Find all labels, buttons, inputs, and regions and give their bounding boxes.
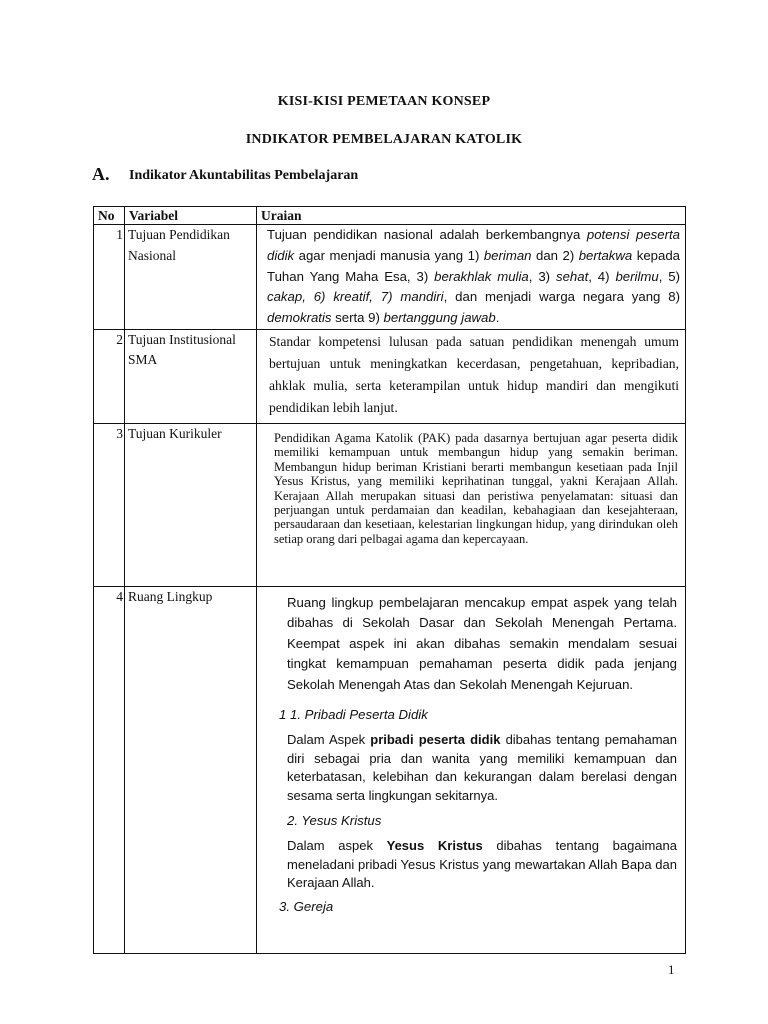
aspect-description: Dalam aspek Yesus Kristus dibahas tentang bagaimana meneladani pribadi Yesus Kristus yang mewartakan Allah Bapa dan Kerajaan Allah. bbox=[287, 838, 677, 891]
row-variabel: Tujuan Institusional SMA bbox=[125, 329, 257, 423]
row-number: 2 bbox=[94, 329, 125, 423]
table-row bbox=[94, 586, 686, 953]
row-variabel: Tujuan Pendidikan Nasional bbox=[125, 225, 257, 330]
row-uraian: Pendidikan Agama Katolik (PAK) pada dasarnya bertujuan agar peserta didik memiliki kemampuan untuk membangun hidup yang semakin beriman. Membangun hidup beriman Kristiani berarti membangun kesetiaan pada Injil Yesus Kristus, yang memiliki keprihatinan tunggal, yakni Kerajaan Allah. Kerajaan Allah merupakan situasi dan peristiwa penyelamatan: situasi dan perjuangan untuk perdamaian dan keadilan, kebahagiaan dan kesejahteraan, persaudaraan dan kesetiaan, kelestarian lingkungan hidup, yang dirindukan oleh setiap orang dari pelbagai agama dan kepercayaan. bbox=[257, 423, 686, 586]
row-uraian: Tujuan pendidikan nasional adalah berkembangnya potensi peserta didik agar menjadi manusia yang 1) beriman dan 2) bertakwa kepada Tuhan Yang Maha Esa, 3) berakhlak mulia, 3) sehat, 4) berilmu, 5) cakap, 6) kreatif, 7) mandiri, dan menjadi warga negara yang 8) demokratis serta 9) bertanggung jawab. bbox=[257, 225, 686, 330]
row-uraian bbox=[257, 586, 686, 953]
row-number: 1 bbox=[94, 225, 125, 330]
document-subtitle: INDIKATOR PEMBELAJARAN KATOLIK bbox=[245, 132, 523, 147]
section-letter: A. bbox=[92, 164, 110, 184]
table-row bbox=[94, 225, 686, 330]
header-uraian: Uraian bbox=[257, 207, 686, 225]
document-title: KISI-KISI PEMETAAN KONSEP bbox=[277, 94, 491, 109]
section-heading bbox=[92, 164, 359, 185]
row-number: 3 bbox=[94, 423, 125, 586]
aspect-heading: 2. Yesus Kristus bbox=[287, 813, 382, 829]
aspect-description: Dalam Aspek pribadi peserta didik dibahas tentang pemahaman diri sebagai pria dan wanita yang memiliki kemampuan dan keterbatasan, kelebihan dan kekurangan dalam berelasi dengan sesama serta lingkungan sekitarnya. bbox=[287, 732, 678, 803]
aspect-heading: 3. Gereja bbox=[279, 898, 334, 914]
ruang-lingkup-intro: Ruang lingkup pembelajaran mencakup empat aspek yang telah dibahas di Sekolah Dasar dan Sekolah Menengah Pertama. Keempat aspek ini akan dibahas semakin mendalam sesuai tingkat kemampuan pemahaman peserta didik pada jenjang Sekolah Menengah Atas dan Sekolah Menengah Kejuruan. bbox=[287, 594, 677, 692]
header-no: No bbox=[94, 207, 125, 225]
header-variabel: Variabel bbox=[125, 207, 257, 225]
row-uraian: Standar kompetensi lulusan pada satuan pendidikan menengah umum bertujuan untuk meningkatkan kecerdasan, pengetahuan, kepribadian, ahklak mulia, serta keterampilan untuk hidup mandiri dan mengikuti pendidikan lebih lanjut. bbox=[257, 329, 686, 423]
aspect-heading: 1 1. Pribadi Peserta Didik bbox=[279, 707, 428, 723]
row-variabel: Ruang Lingkup bbox=[125, 586, 257, 953]
row-variabel: Tujuan Kurikuler bbox=[125, 423, 257, 586]
concept-table bbox=[93, 206, 686, 954]
table-header-row bbox=[94, 207, 686, 225]
page-number: 1 bbox=[668, 962, 675, 977]
section-title: Indikator Akuntabilitas Pembelajaran bbox=[129, 168, 359, 183]
row-number: 4 bbox=[94, 586, 125, 953]
table-row bbox=[94, 423, 686, 586]
table-row bbox=[94, 329, 686, 423]
